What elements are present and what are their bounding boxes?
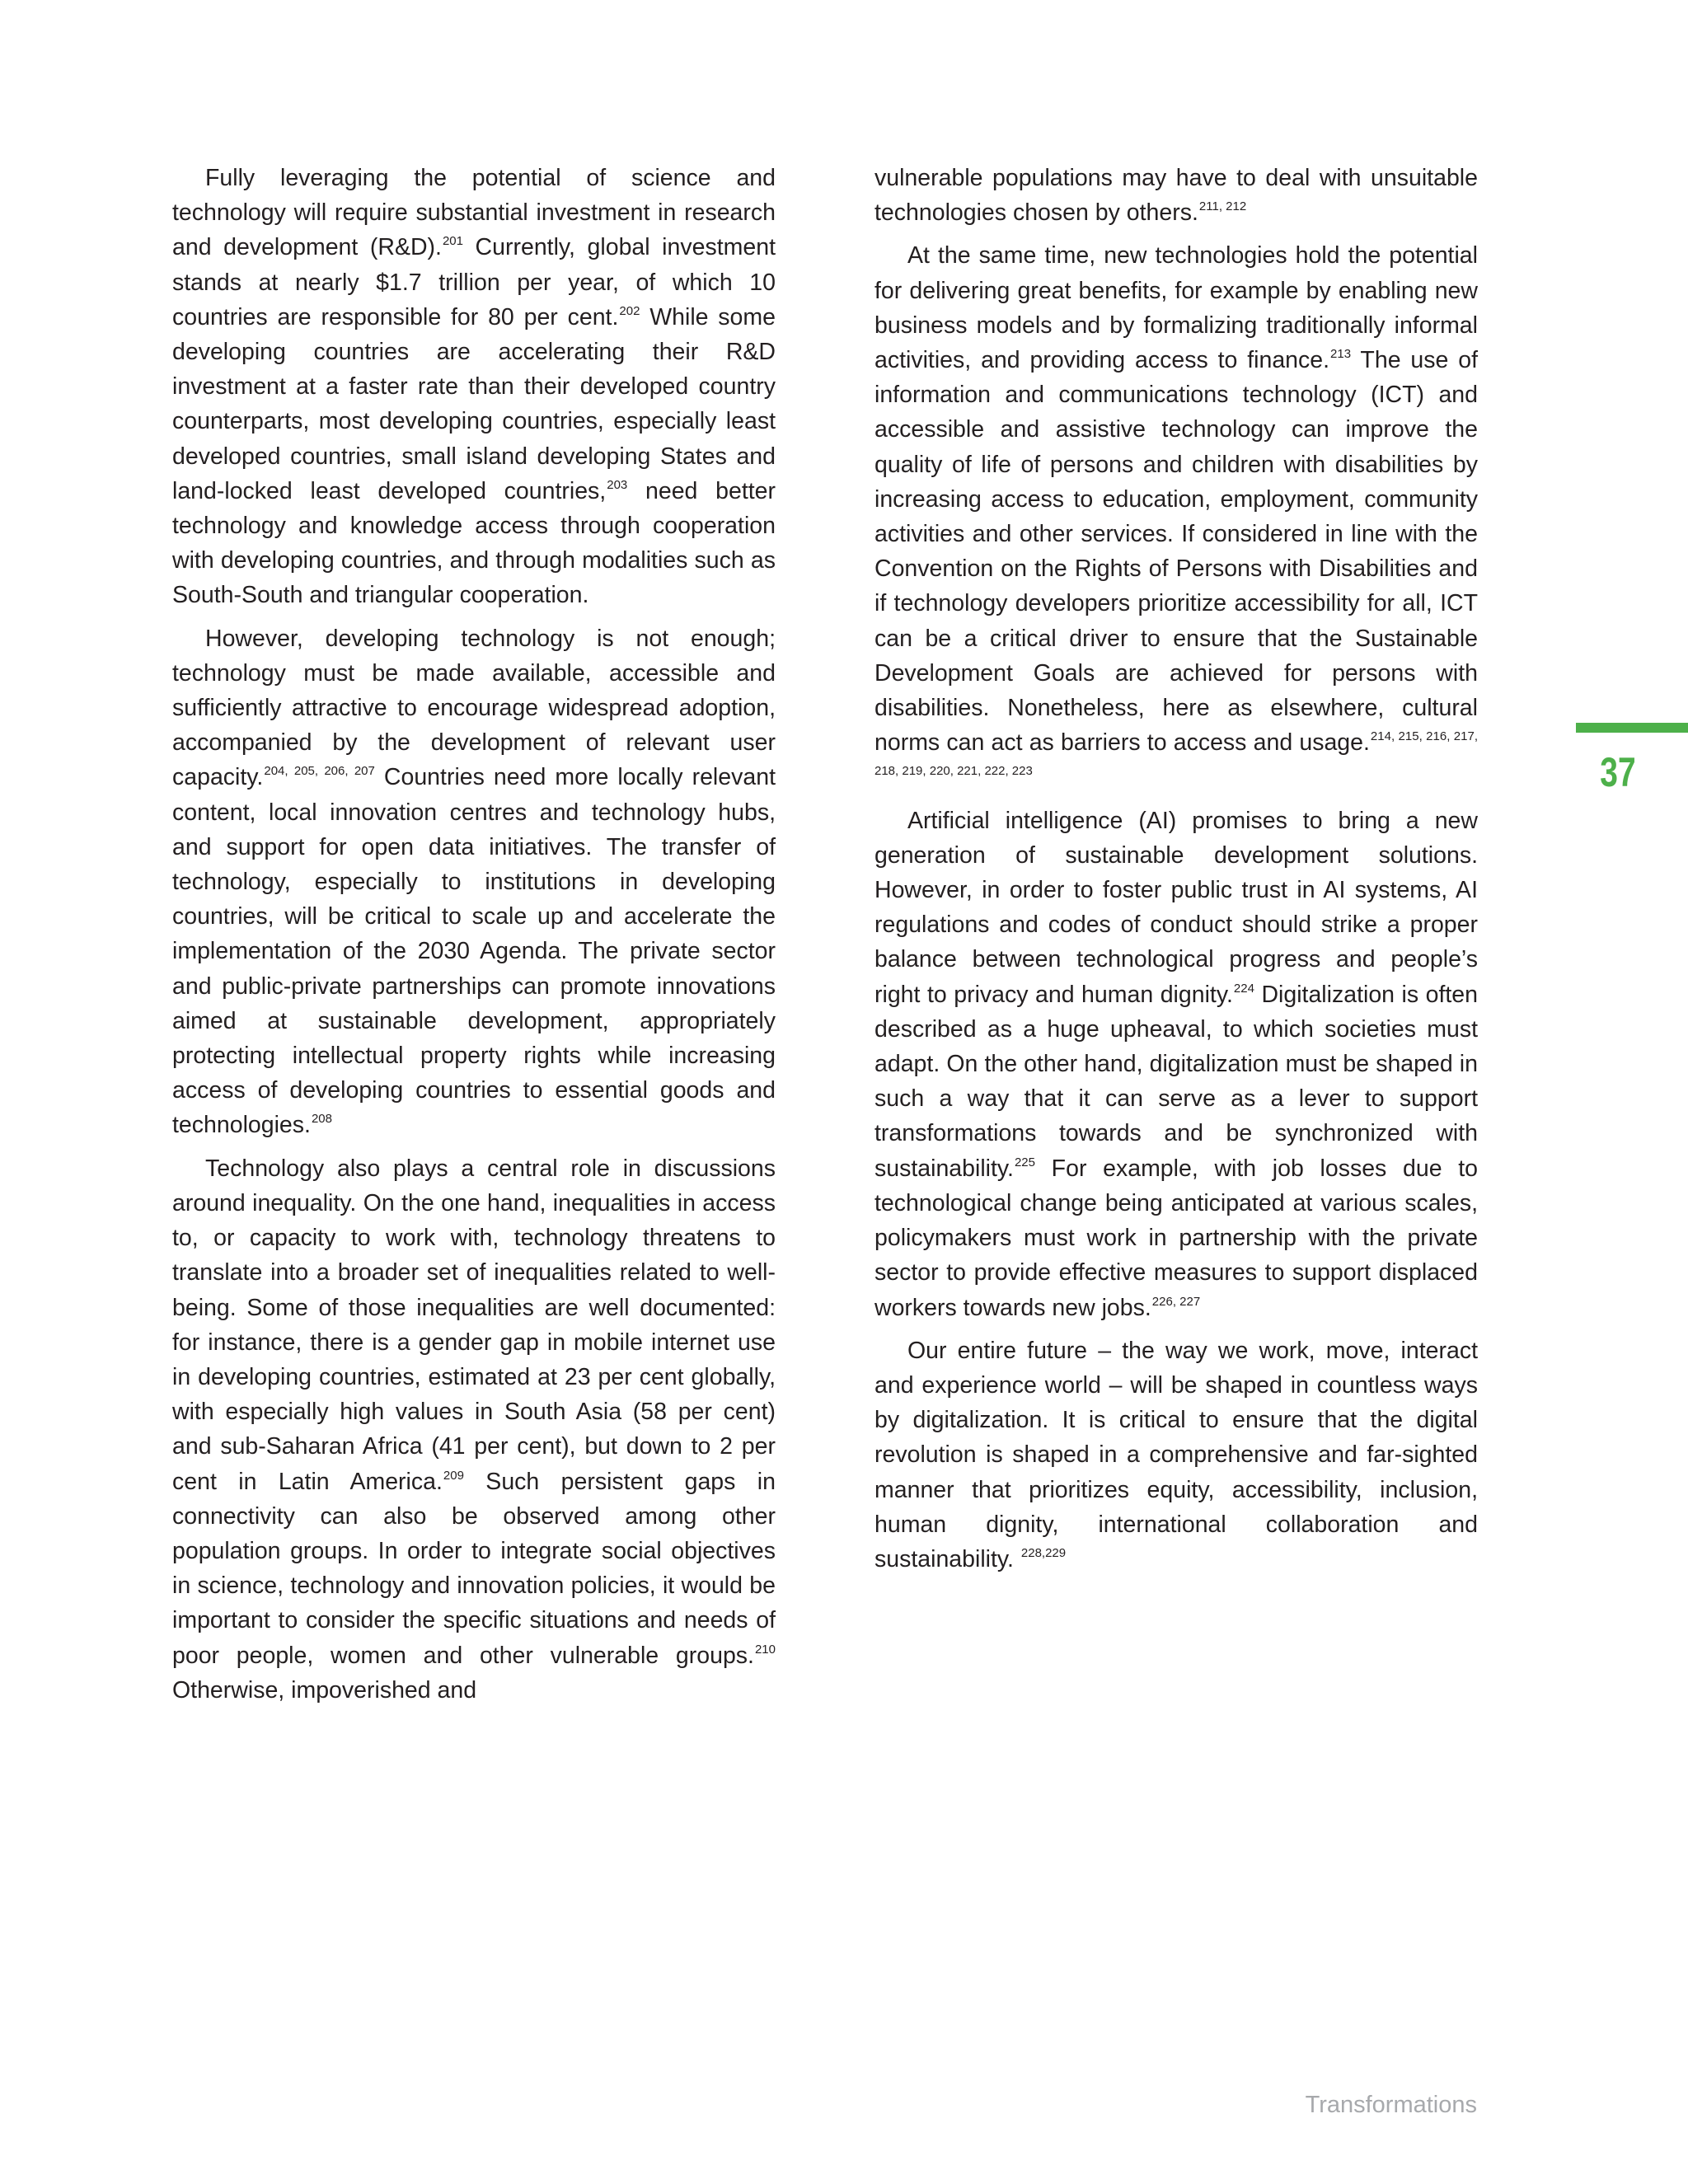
paragraph-text: Our entire future – the way we work, move, interact and experience world – will be shaped in countless ways by digitalization. It is critical to ensure that the digital revolution is shaped in a comprehensive and far-sighted manner that prioritizes equity, accessibility, inclusion, human dignity, international collaboration and sustainability.: [874, 1337, 1478, 1572]
right-column: [874, 161, 1478, 1585]
footer-section-title: Transformations: [1305, 2092, 1477, 2118]
paragraph-rd-investment: [172, 161, 776, 613]
paragraph-technology-access: [172, 621, 776, 1143]
paragraph-text: Digitalization is often described as a huge upheaval, to which societies must adapt. On the other hand, digitalization must be shaped in such a way that it can serve as a lever to support transformations towards and be synchronized with sustainability.: [874, 981, 1479, 1182]
paragraph-text: However, developing technology is not enough; technology must be made available, accessible and sufficiently attractive to encourage widespread adoption, accompanied by the development of relevant user capacity.: [172, 625, 776, 791]
footnote-ref: 228,229: [1020, 1545, 1067, 1560]
left-column: [172, 161, 776, 1716]
footnote-ref: 210: [754, 1642, 776, 1657]
footnote-ref: 225: [1014, 1155, 1035, 1169]
footnote-ref: 204, 205, 206, 207: [264, 764, 375, 779]
paragraph-digitalization-future: [874, 1333, 1478, 1577]
footnote-ref: 213: [1330, 347, 1352, 362]
page-number-accent-bar: [1576, 723, 1688, 733]
paragraph-text: At the same time, new technologies hold the potential for delivering great benefits, for example by enabling new business models and by formalizing traditionally informal activities, and providing access to finance.: [874, 242, 1478, 374]
footnote-ref: 203: [607, 477, 628, 492]
footnote-ref: 224: [1233, 981, 1254, 996]
paragraph-text: For example, with job losses due to technological change being anticipated at various scales, policymakers must work in partnership with the private sector to provide effective measures to support displaced workers towards new jobs.: [874, 1155, 1478, 1321]
footnote-ref: 226, 227: [1151, 1294, 1201, 1309]
footnote-ref: 211, 212: [1198, 199, 1247, 214]
paragraph-new-technologies: [874, 238, 1478, 794]
footnote-ref: 201: [442, 234, 463, 249]
paragraph-text: need better technology and knowledge access through cooperation with developing countries, and through modalities such as South-South and triangular cooperation.: [172, 477, 776, 609]
paragraph-inequality: [172, 1151, 776, 1708]
paragraph-text: While some developing countries are accelerating their R&D investment at a faster rate than their developed country counterparts, most developing countries, especially least developed countries, small island developing States and land-locked least developed countries,: [172, 303, 776, 504]
paragraph-text: Countries need more locally relevant content, local innovation centres and technology hubs, and support for open data initiatives. The transfer of technology, especially to institutions in developing countries, will be critical to scale up and accelerate the implementation of the 2030 Agenda. The private sector and public-private partnerships can promote innovations aimed at sustainable development, appropriately protecting intellectual property rights while increasing access of developing countries to essential goods and technologies.: [172, 764, 776, 1139]
paragraph-text: The use of information and communications technology (ICT) and accessible and assistive technology can improve the quality of life of persons and children with disabilities by increasing access to education, employment, community activities and other services. If considered in line with the Convention on the Rights of Persons with Disabilities and if technology developers prioritize accessibility for all, ICT can be a critical driver to ensure that the Sustainable Development Goals are achieved for persons with disabilities. Nonetheless, here as elsewhere, cultural norms can act as barriers to access and usage.: [874, 347, 1478, 757]
paragraph-artificial-intelligence: [874, 804, 1478, 1325]
paragraph-text: Technology also plays a central role in discussions around inequality. On the one hand, inequalities in access to, or capacity to work with, technology threatens to translate into a broader set of inequalities related to well-being. Some of those inequalities are well documented: for instance, there is a gender gap in mobile internet use in developing countries, estimated at 23 per cent globally, with especially high values in South Asia (58 per cent) and sub-Saharan Africa (41 per cent), but down to 2 per cent in Latin America.: [172, 1155, 776, 1495]
footnote-ref: 208: [311, 1112, 332, 1127]
paragraph-text: Fully leveraging the potential of science and technology will require substantial investment in research and development (R&D).: [172, 165, 776, 261]
footnote-ref: 202: [619, 303, 640, 318]
paragraph-text: vulnerable populations may have to deal with unsuitable technologies chosen by others.: [874, 165, 1478, 227]
paragraph-text: Artificial intelligence (AI) promises to bring a new generation of sustainable development solutions. However, in order to foster public trust in AI systems, AI regulations and codes of conduct should strike a proper balance between technological progress and people’s right to privacy and human dignity.: [874, 807, 1478, 1008]
footnote-ref: 214, 215, 216, 217, 218, 219, 220, 221, 222, 223: [874, 729, 1478, 779]
footnote-ref: 209: [443, 1468, 464, 1483]
page-number: 37: [1600, 749, 1636, 795]
paragraph-text: Such persistent gaps in connectivity can also be observed among other population groups. In order to integrate social objectives in science, technology and innovation policies, it would be important to consider the specific situations and needs of poor people, women and other vulnerable groups.: [172, 1468, 776, 1669]
paragraph-text: Otherwise, impoverished and: [172, 1676, 477, 1704]
paragraph-text: Currently, global investment stands at nearly $1.7 trillion per year, of which 10 countries are responsible for 80 per cent.: [172, 234, 776, 330]
paragraph-continuation: [874, 161, 1478, 230]
